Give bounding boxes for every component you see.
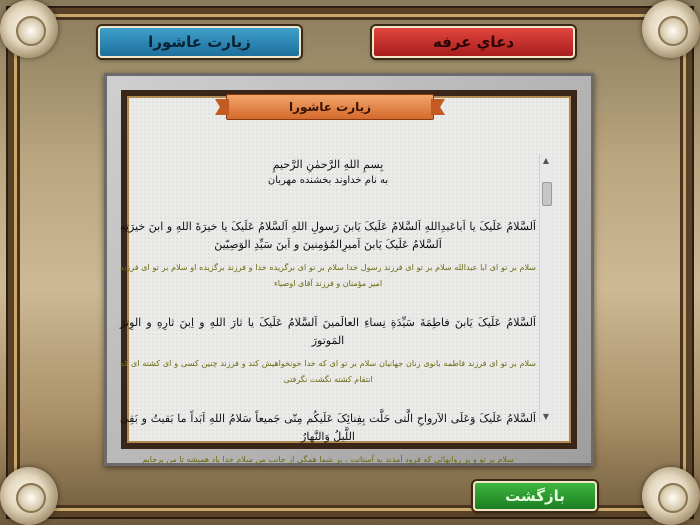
corner-ornament-icon [0, 467, 58, 525]
persian-translation-1: سلام بر تو ای ابا عبدالله سلام بر تو ای فرزند رسول خدا سلام بر تو ای برگزیده خدا و فرزند برگزیده او سلام بر تو ای فرزند امیر مؤمنان و فرزند آقای اوصیاء [120, 263, 536, 288]
prayer-text-area[interactable] [116, 152, 540, 464]
corner-ornament-icon [642, 467, 700, 525]
corner-ornament-icon [642, 0, 700, 58]
doae-arafe-button-label: دعاي عرفه [432, 33, 515, 51]
ziarat-ashura-button-label: زيارت عاشورا [148, 33, 251, 51]
persian-translation-3: سلام بر تو و بر روانهائی که فرود آمدند به آستانت ، بر شما همگی از جانب من سلام خدا باد همیشه تا من برجایم [142, 455, 514, 464]
basmala: بِسمِ اللهِ الرَّحمٰنِ الرَّحیمِ [272, 158, 384, 171]
arabic-paragraph-2: اَلسَّلامُ عَلَیکَ یَابنَ فاطِمَةَ سَیِّدَةِ نِساءِ العالَمینَ اَلسَّلامُ عَلَیکَ یا ثارَ اللهِ و اِبنَ ثارِهِ و الوِترَ المَوتورَ [120, 316, 536, 347]
ziarat-ashura-button[interactable] [98, 26, 301, 58]
arabic-paragraph-1: اَلسَّلامُ عَلَیکَ یا اَباعَبدِاللهِ اَلسَّلامُ عَلَیکَ یَابنَ رَسولِ اللهِ اَلسَّلامُ عَلَیکَ یا خیرَةَ اللهِ و ابنَ خیرَتِهِ اَلسَّلامُ عَلَیکَ یَابنَ اَمیرِالمُؤمِنینَ و اَبنَ سَیِّدِ الوَصِیّینَ [120, 220, 536, 251]
panel-title [226, 94, 434, 120]
panel-title-label: زيارت عاشورا [288, 100, 372, 114]
arabic-paragraph-3: اَلسَّلامُ عَلَیکَ وَعَلَی الاَرواحِ الَّتی حَلَّت بِفِنائِکَ عَلَیکُم مِنّی جَمیعاً سَلامُ اللهِ اَبَداً ما بَقیتُ و بَقِیَ اللَّیلُ وَالنَّهارُ [120, 412, 536, 443]
corner-ornament-icon [0, 0, 58, 58]
doae-arafe-button[interactable] [372, 26, 575, 58]
scrollbar-thumb[interactable] [542, 182, 552, 206]
scroll-up-arrow-icon[interactable]: ▲ [542, 155, 550, 165]
persian-translation-2: سلام بر تو ای فرزند فاطمه بانوی زنان جهانیان سلام بر تو ای که خدا خونخواهیش کند و فرزند چنین کسی و ای کشته ای که انتقام کشته نگشت نگرفتی [120, 359, 536, 384]
basmala-translation: به نام خداوند بخشنده مهربان [267, 175, 389, 186]
scroll-down-arrow-icon[interactable]: ▼ [542, 411, 550, 421]
vertical-scrollbar[interactable] [539, 154, 552, 422]
back-button-label: بازگشت [505, 487, 565, 505]
back-button[interactable] [473, 481, 597, 511]
